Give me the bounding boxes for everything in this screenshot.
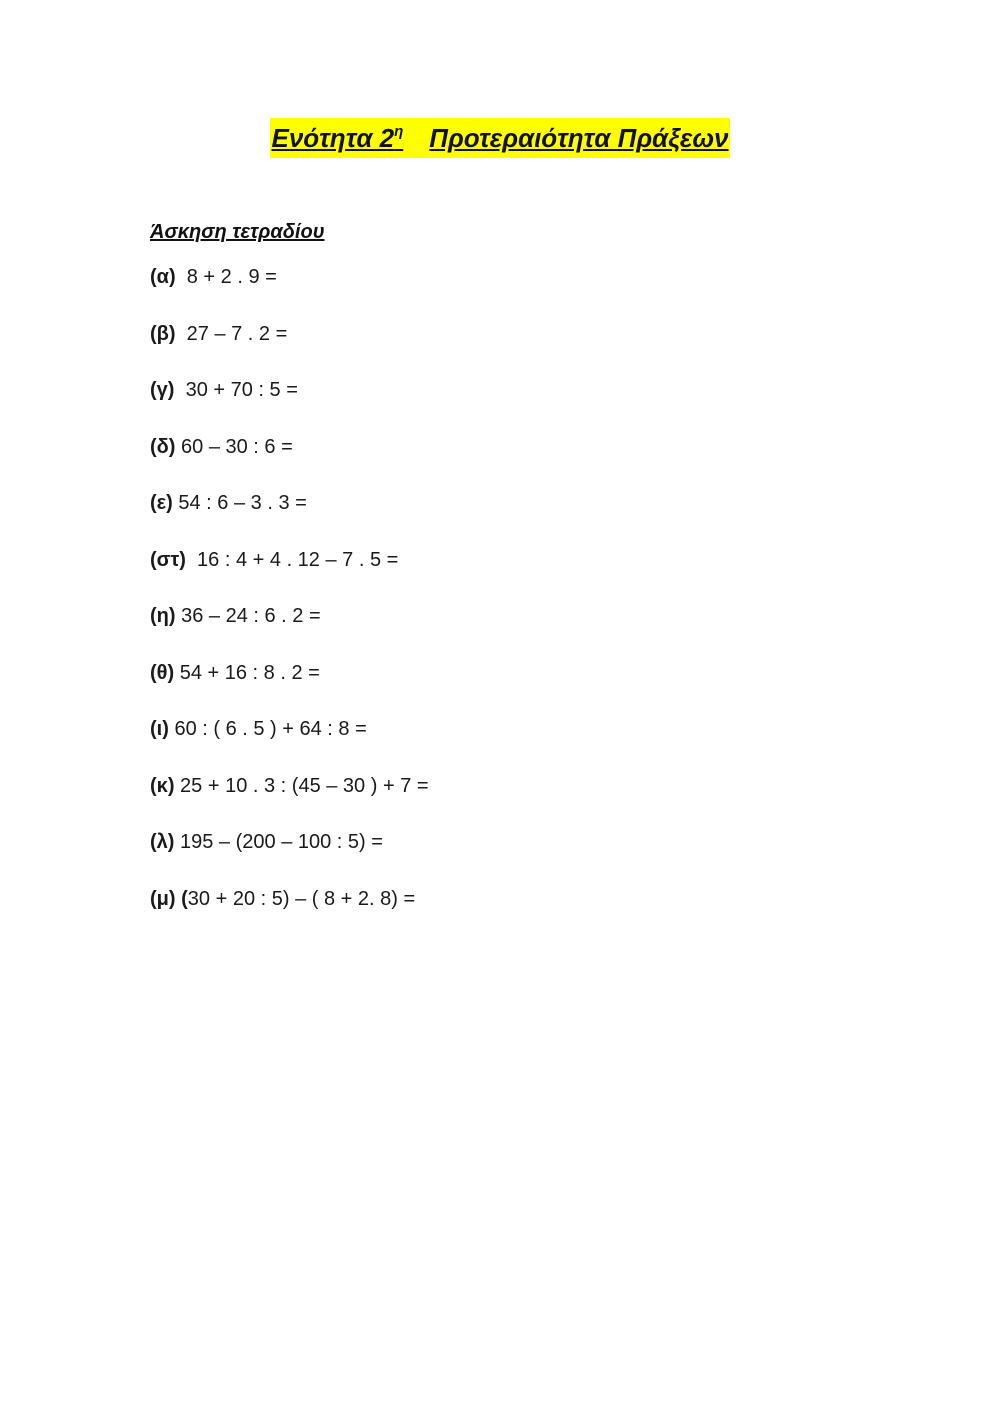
exercise-label: (α) (150, 266, 176, 288)
exercise-item (150, 827, 429, 884)
exercise-label: (β) (150, 322, 176, 345)
exercise-item (150, 375, 429, 432)
exercise-item (150, 488, 429, 545)
exercise-item (150, 658, 429, 715)
exercise-label: (η) (150, 605, 176, 627)
exercise-label: (γ) (150, 379, 175, 401)
exercise-label: (μ) ( (150, 887, 188, 910)
exercise-expression: 60 : ( 6 . 5 ) + 64 : 8 = (168, 718, 367, 740)
exercise-expression: 30 + 70 : 5 = (174, 379, 298, 401)
exercise-item (150, 262, 429, 319)
exercise-expression: 36 – 24 : 6 . 2 = (175, 605, 321, 627)
exercise-expression: 8 + 2 . 9 = (175, 266, 277, 288)
page-title (270, 118, 731, 158)
exercise-expression: 54 : 6 – 3 . 3 = (172, 492, 307, 514)
exercise-item (150, 319, 429, 376)
exercise-label: (κ) (150, 774, 175, 797)
exercise-expression: 54 + 16 : 8 . 2 = (174, 661, 320, 684)
title-container (0, 118, 1000, 158)
exercise-label: (δ) (150, 435, 176, 458)
exercise-item (150, 545, 429, 602)
exercise-label: (θ) (150, 661, 175, 684)
exercise-item (150, 601, 429, 658)
exercise-expression: 27 – 7 . 2 = (175, 322, 288, 345)
exercise-label: (λ) (150, 831, 175, 853)
exercise-expression: 195 – (200 – 100 : 5) = (174, 831, 383, 853)
exercise-label: (στ) (150, 548, 186, 571)
exercise-item (150, 714, 429, 771)
exercise-item (150, 432, 429, 489)
section-heading: Άσκηση τετραδίου (150, 221, 325, 243)
exercise-item (150, 771, 429, 828)
exercise-expression: 25 + 10 . 3 : (45 – 30 ) + 7 = (174, 774, 429, 797)
exercise-expression: 30 + 20 : 5) – ( 8 + 2. 8) = (187, 887, 416, 910)
exercise-expression: 60 – 30 : 6 = (175, 435, 293, 458)
exercise-expression: 16 : 4 + 4 . 12 – 7 . 5 = (185, 548, 399, 571)
exercise-list (150, 262, 429, 940)
title-superscript: η (394, 123, 404, 140)
exercise-label: (ι) (150, 718, 169, 740)
title-topic: Προτεραιότητα Πράξεων (429, 123, 729, 153)
exercise-item (150, 884, 429, 941)
exercise-label: (ε) (150, 492, 173, 514)
title-unit: Ενότητα 2 (271, 123, 395, 153)
